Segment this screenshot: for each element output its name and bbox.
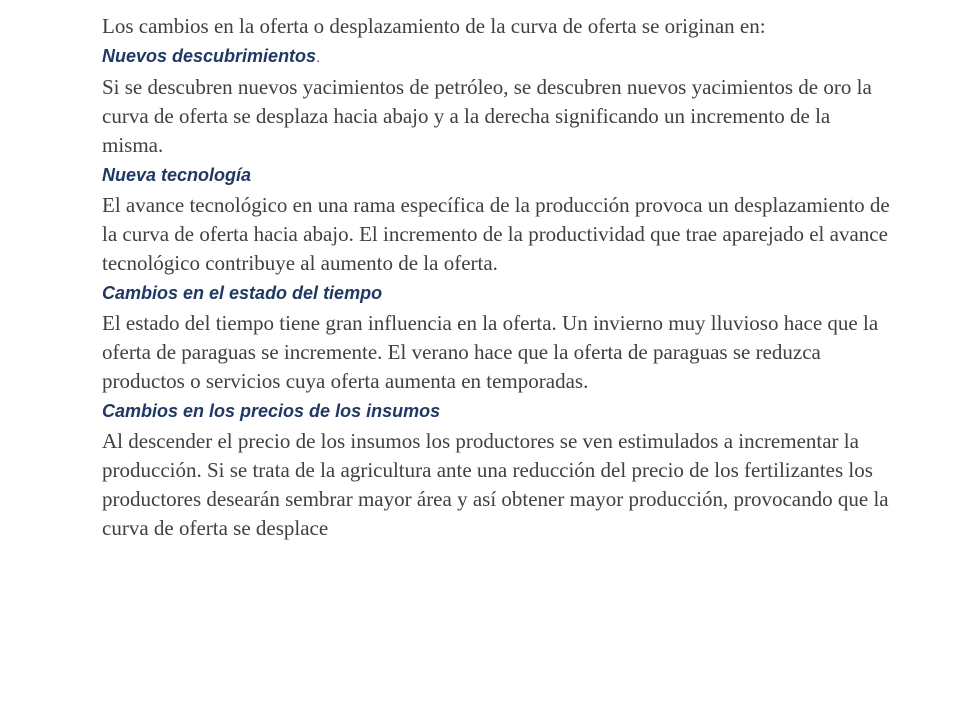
heading-text: Cambios en los precios de los insumos xyxy=(102,401,441,421)
section-body-nuevos-descubrimientos: Si se descubren nuevos yacimientos de petróleo, se descubren nuevos yacimientos de oro la curva de oferta se desplaza hacia abajo y a la derecha significando un incremento de la misma. xyxy=(102,75,872,157)
section-heading-nueva-tecnologia xyxy=(102,160,892,191)
section-body-precios-insumos: Al descender el precio de los insumos los productores se ven estimulados a incrementar la producción. Si se trata de la agricultura ante una reducción del precio de los fertilizantes los productores desearán sembrar mayor área y así obtener mayor producción, provocando que la curva de oferta se desplace xyxy=(102,429,889,540)
section-heading-precios-insumos xyxy=(102,396,892,427)
heading-text: Nuevos descubrimientos xyxy=(102,46,317,66)
heading-suffix: . xyxy=(316,49,320,65)
heading-text: Nueva tecnología xyxy=(102,165,252,185)
section-body-nueva-tecnologia: El avance tecnológico en una rama específica de la producción provoca un desplazamiento de la curva de oferta hacia abajo. El incremento de la productividad que trae aparejado el avance tecnológico contribuye al aumento de la oferta. xyxy=(102,193,890,275)
section-heading-estado-del-tiempo xyxy=(102,278,892,309)
document-body xyxy=(102,12,892,543)
intro-paragraph: Los cambios en la oferta o desplazamiento de la curva de oferta se originan en: xyxy=(102,14,766,38)
heading-text: Cambios en el estado del tiempo xyxy=(102,283,383,303)
section-body-estado-del-tiempo: El estado del tiempo tiene gran influencia en la oferta. Un invierno muy lluvioso hace que la oferta de paraguas se incremente. El verano hace que la oferta de paraguas se reduzca productos o servicios cuya oferta aumenta en temporadas. xyxy=(102,311,879,393)
section-heading-nuevos-descubrimientos xyxy=(102,41,892,73)
